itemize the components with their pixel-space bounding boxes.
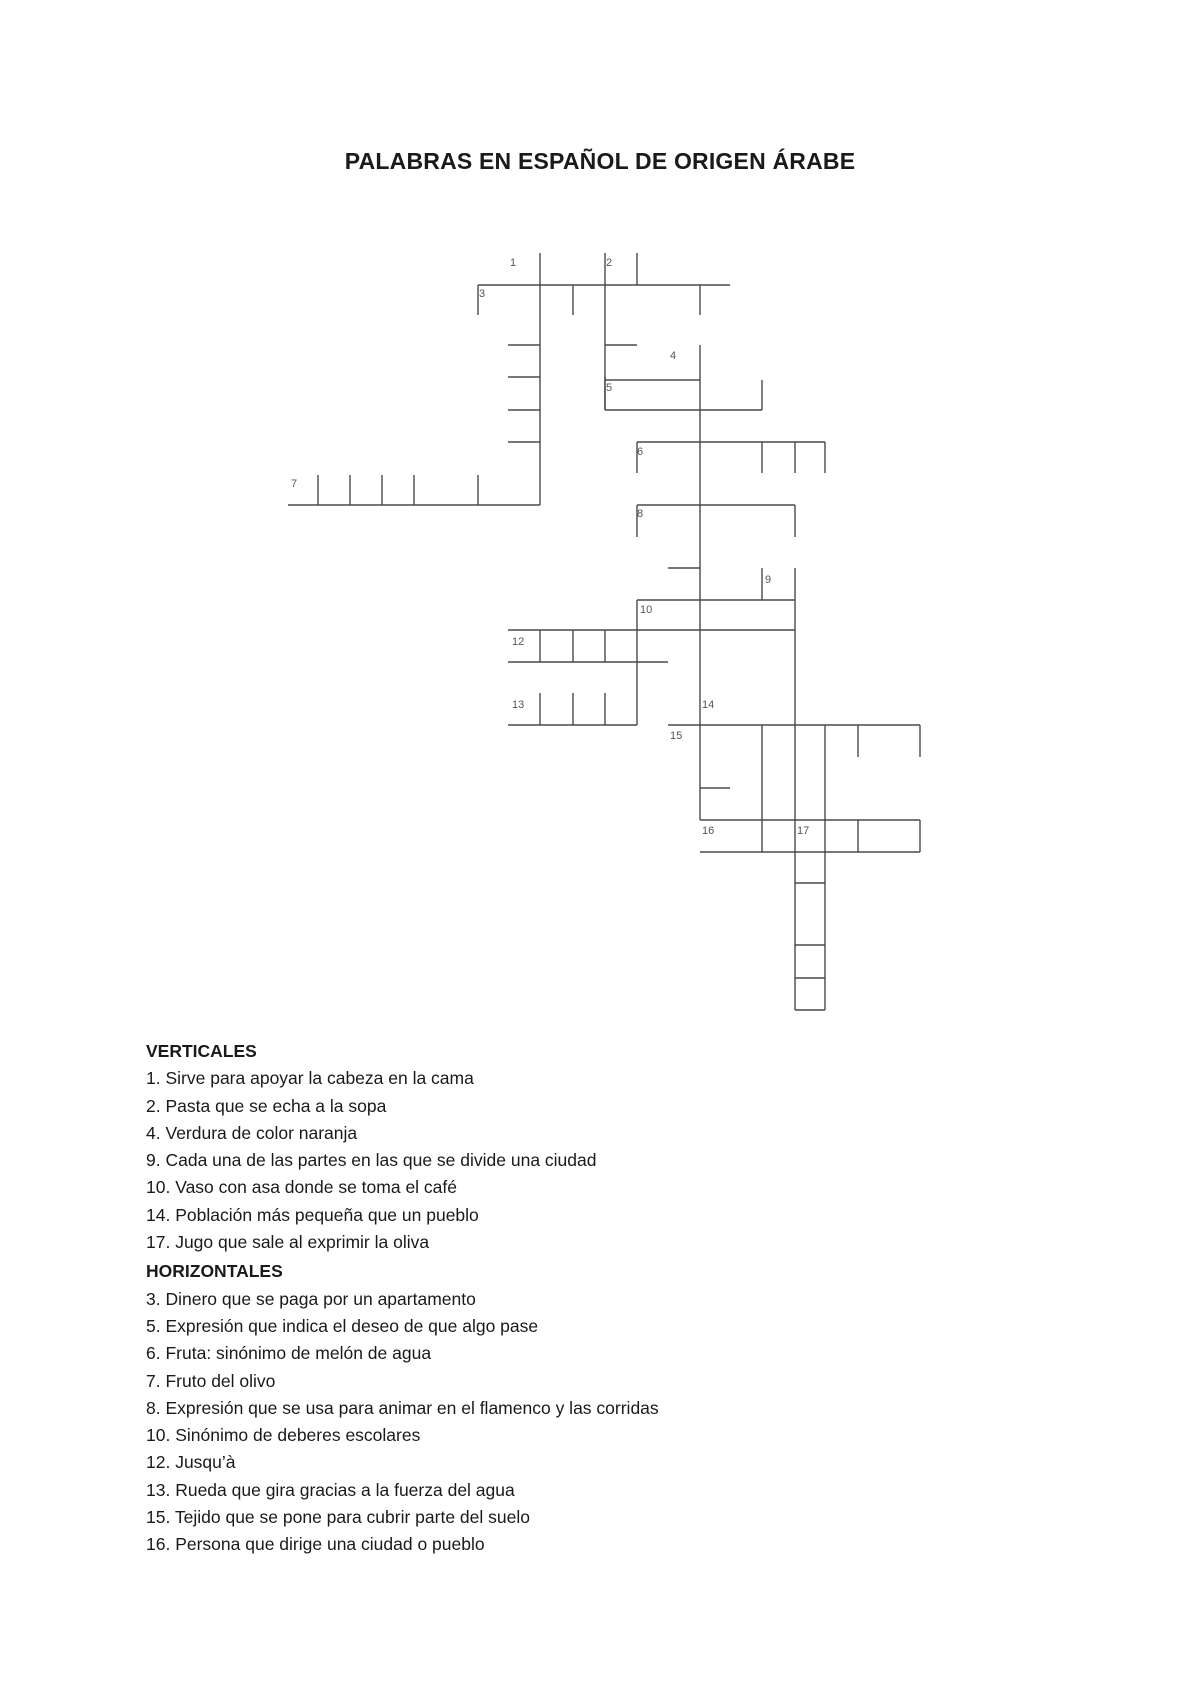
clue-item: [146, 1422, 1046, 1449]
grid-number: 10: [640, 604, 653, 616]
clue-number: 15.: [146, 1507, 171, 1528]
clue-number: 4.: [146, 1122, 161, 1143]
clue-item: [146, 1120, 1046, 1147]
grid-number: 2: [606, 257, 613, 269]
clue-number: 2.: [146, 1095, 161, 1116]
clue-text: Expresión que se usa para animar en el flamenco y las corridas: [165, 1397, 659, 1418]
clue-number: 3.: [146, 1288, 161, 1309]
clue-text: Tejido que se pone para cubrir parte del suelo: [174, 1507, 530, 1528]
clue-item: [146, 1395, 1046, 1422]
clue-number: 17.: [146, 1232, 171, 1253]
clue-number: 14.: [146, 1204, 171, 1225]
grid-number: 3: [479, 288, 486, 300]
clue-number: 6.: [146, 1343, 161, 1364]
grid-number: 4: [670, 350, 677, 362]
clue-number: 10.: [146, 1425, 171, 1446]
clue-item: [146, 1147, 1046, 1174]
horizontales-list: [146, 1286, 1046, 1559]
clue-text: Fruto del olivo: [165, 1370, 276, 1391]
clue-text: Persona que dirige una ciudad o pueblo: [175, 1534, 485, 1555]
grid-number: 9: [765, 574, 772, 586]
clue-item: [146, 1202, 1046, 1229]
clue-text: Verdura de color naranja: [165, 1122, 358, 1143]
clue-number: 16.: [146, 1534, 171, 1555]
clue-number: 13.: [146, 1479, 171, 1500]
clue-item: [146, 1340, 1046, 1367]
clue-number: 7.: [146, 1370, 161, 1391]
grid-number: 12: [512, 636, 525, 648]
grid-number: 15: [670, 730, 683, 742]
clue-item: [146, 1531, 1046, 1558]
verticales-list: [146, 1065, 1046, 1256]
grid-number: 16: [702, 825, 715, 837]
grid-number: 17: [797, 825, 810, 837]
page-title: PALABRAS EN ESPAÑOL DE ORIGEN ÁRABE: [344, 148, 856, 174]
clue-text: Sinónimo de deberes escolares: [175, 1425, 421, 1446]
clue-text: Jugo que sale al exprimir la oliva: [175, 1232, 430, 1253]
clue-number: 8.: [146, 1397, 161, 1418]
clue-text: Cada una de las partes en las que se divide una ciudad: [165, 1150, 597, 1171]
clue-text: Dinero que se paga por un apartamento: [165, 1288, 476, 1309]
clue-text: Vaso con asa donde se toma el café: [175, 1177, 458, 1198]
grid-number: 8: [637, 508, 644, 520]
clue-text: Fruta: sinónimo de melón de agua: [165, 1343, 432, 1364]
clue-item: [146, 1313, 1046, 1340]
clue-text: Sirve para apoyar la cabeza en la cama: [165, 1068, 474, 1089]
grid-number: 13: [512, 699, 525, 711]
clue-number: 5.: [146, 1315, 161, 1336]
grid-number: 6: [637, 446, 644, 458]
clue-item: [146, 1368, 1046, 1395]
clue-text: Población más pequeña que un pueblo: [175, 1204, 479, 1225]
clue-item: [146, 1174, 1046, 1201]
verticales-heading: VERTICALES: [146, 1041, 257, 1061]
grid-number: 14: [702, 699, 715, 711]
clue-number: 9.: [146, 1150, 161, 1171]
grid-number: 5: [606, 382, 613, 394]
clue-number: 12.: [146, 1452, 171, 1473]
grid-number: 1: [510, 257, 517, 269]
clue-number: 1.: [146, 1068, 161, 1089]
grid-number: 7: [291, 478, 298, 490]
clue-text: Expresión que indica el deseo de que algo pase: [165, 1315, 539, 1336]
clue-text: Rueda que gira gracias a la fuerza del agua: [175, 1479, 515, 1500]
clue-item: [146, 1286, 1046, 1313]
clue-item: [146, 1093, 1046, 1120]
clue-item: [146, 1449, 1046, 1476]
clues-section: [146, 1038, 1046, 1559]
horizontales-heading: HORIZONTALES: [146, 1261, 283, 1282]
clue-text: Jusqu’à: [175, 1452, 236, 1473]
clue-item: [146, 1477, 1046, 1504]
clue-item: [146, 1065, 1046, 1092]
clue-item: [146, 1229, 1046, 1256]
clue-text: Pasta que se echa a la sopa: [165, 1095, 387, 1116]
clue-number: 10.: [146, 1177, 171, 1198]
clue-item: [146, 1504, 1046, 1531]
